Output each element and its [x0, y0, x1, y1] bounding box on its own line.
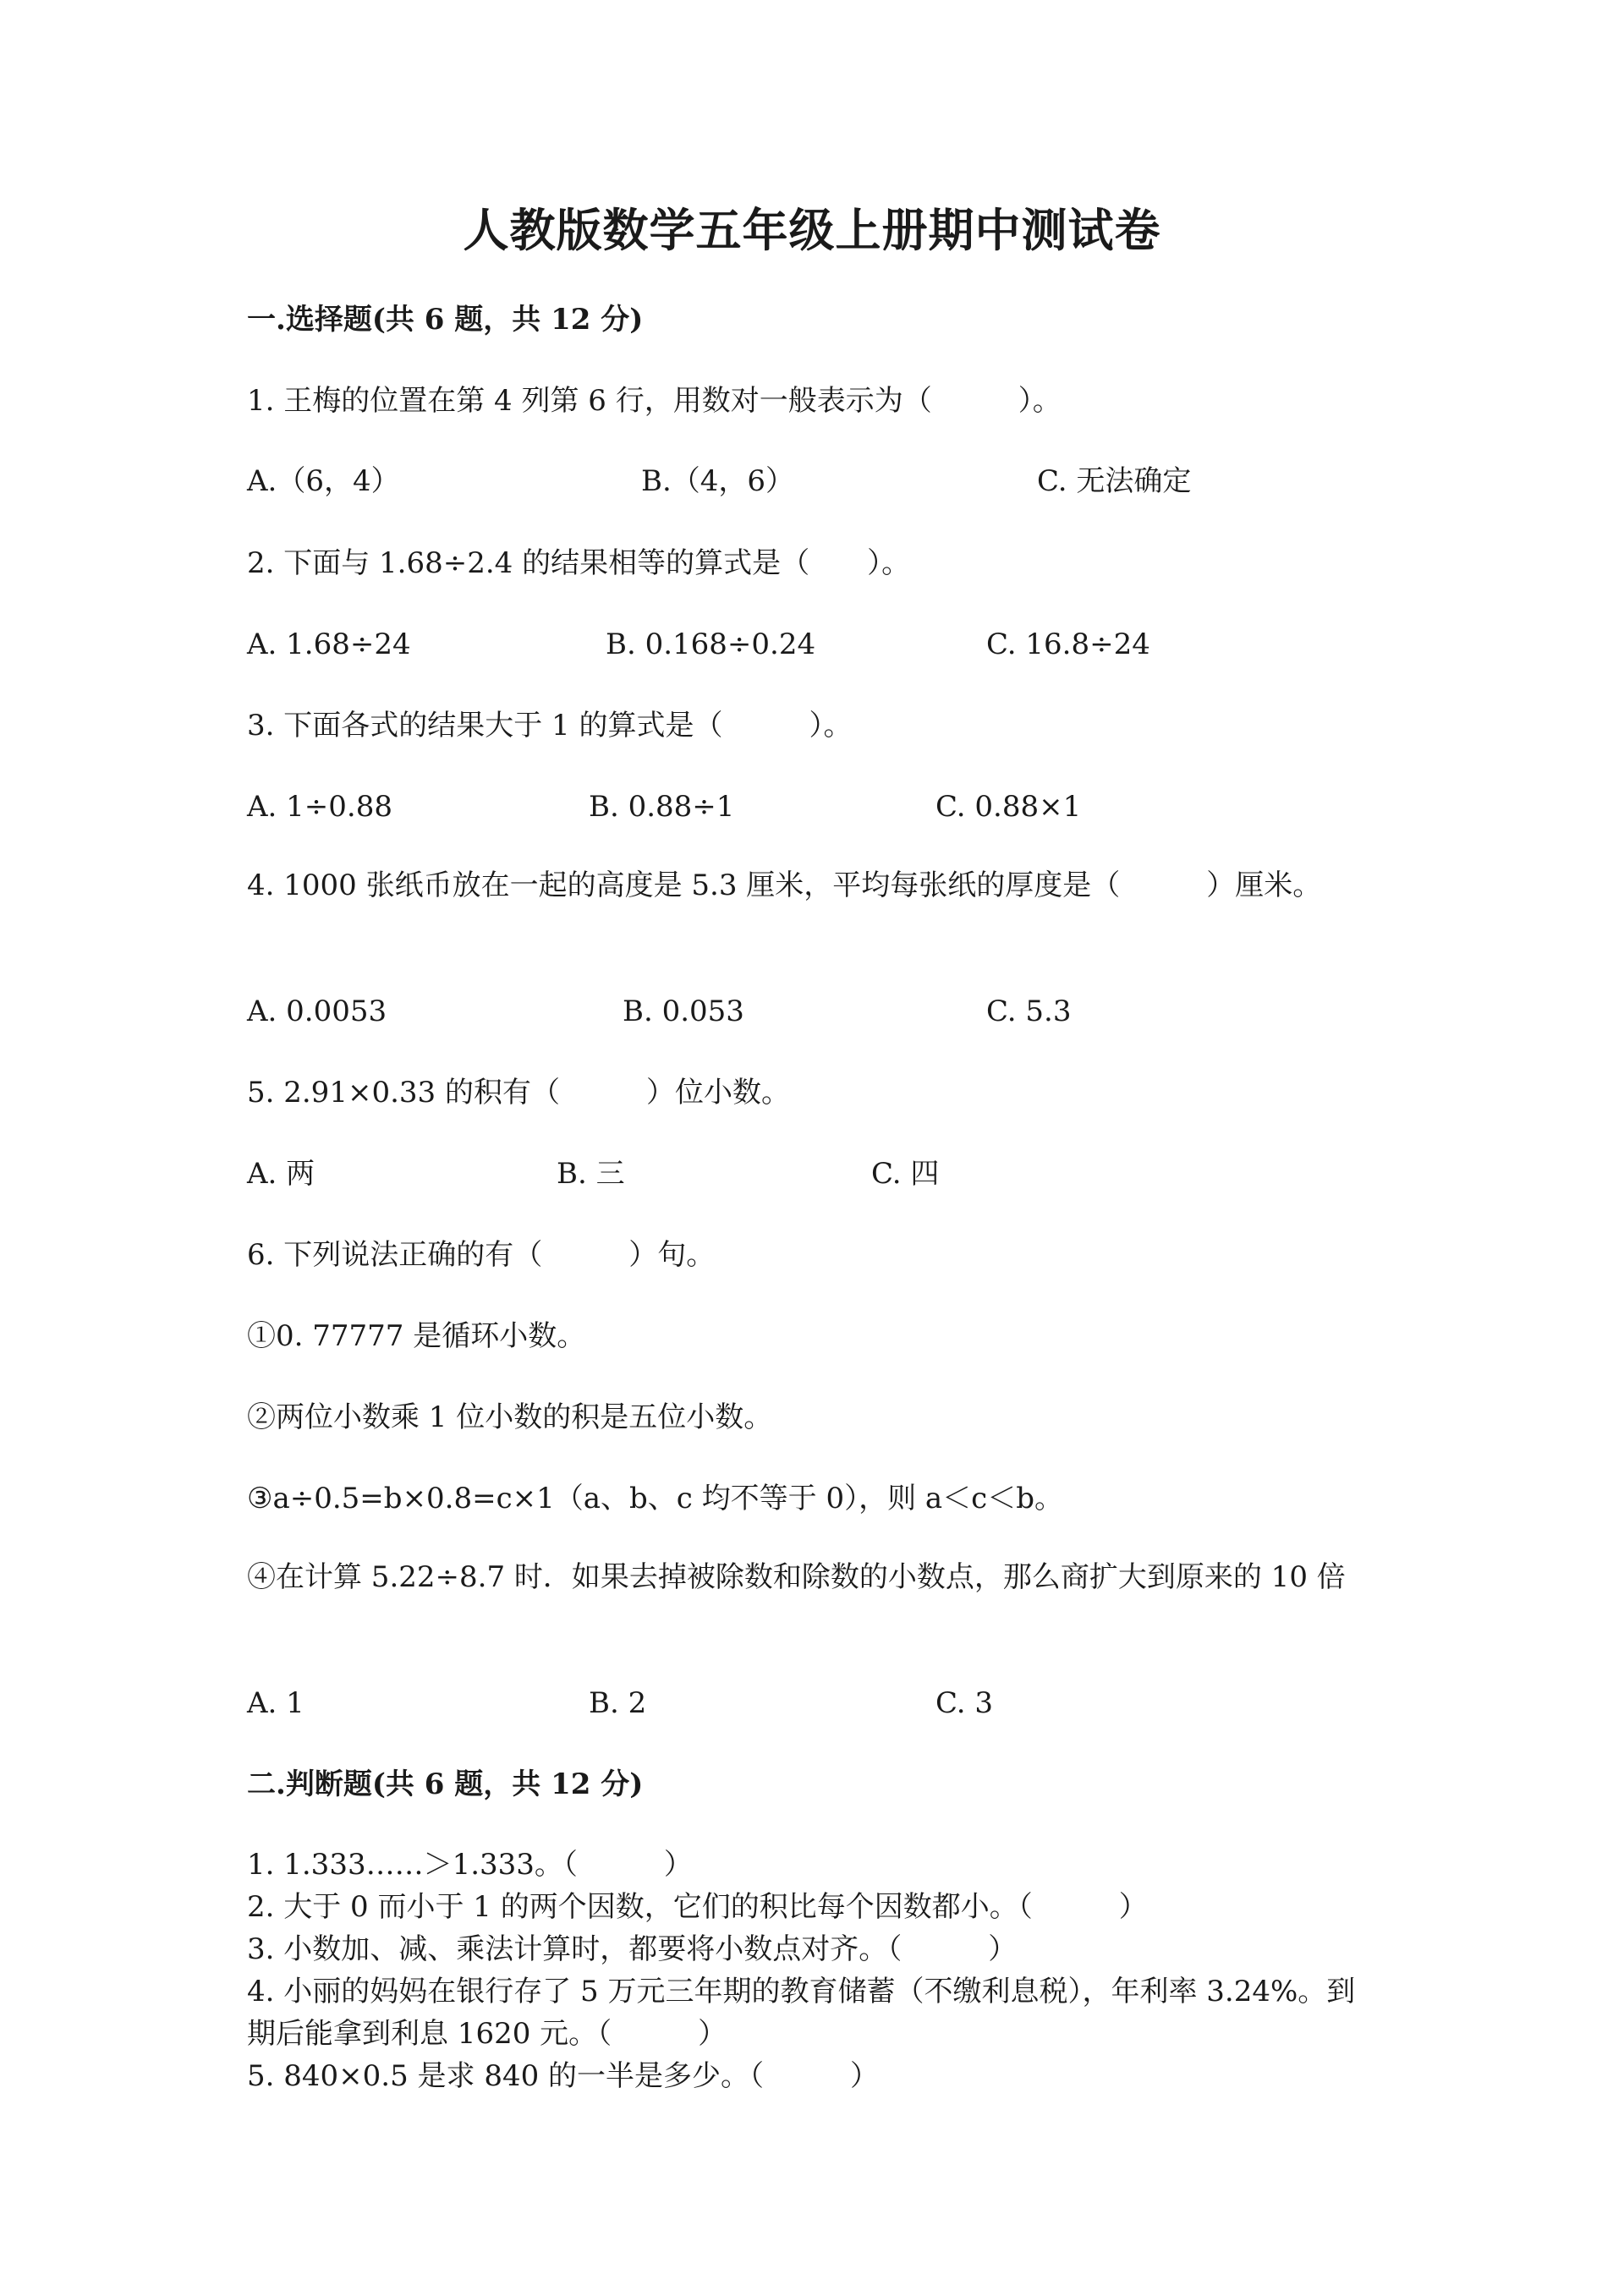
question-6-option-b: B. 2 — [589, 1686, 647, 1720]
question-5-option-a: A. 两 — [247, 1157, 315, 1191]
page-title: 人教版数学五年级上册期中测试卷 — [463, 203, 1161, 257]
section-heading-choice: 一.选择题(共 6 题，共 12 分) — [247, 303, 644, 337]
question-1-option-c: C. 无法确定 — [1037, 464, 1192, 498]
question-5-stem: 5. 2.91×0.33 的积有（ ）位小数。 — [247, 1076, 790, 1110]
judgement-item-3: 3. 小数加、减、乘法计算时，都要将小数点对齐。（ ） — [247, 1932, 1018, 1966]
judgement-item-1: 1. 1.333……＞1.333。（ ） — [247, 1848, 693, 1882]
question-3-stem: 3. 下面各式的结果大于 1 的算式是（ ）。 — [247, 709, 853, 743]
question-1-option-a: A.（6，4） — [247, 464, 400, 498]
question-6-statement-4: ④在计算 5.22÷8.7 时．如果去掉被除数和除数的小数点，那么商扩大到原来的 10 倍 — [247, 1560, 1346, 1594]
question-2-option-a: A. 1.68÷24 — [247, 627, 411, 661]
judgement-item-5: 5. 840×0.5 是求 840 的一半是多少。（ ） — [247, 2059, 880, 2093]
question-2-stem: 2. 下面与 1.68÷2.4 的结果相等的算式是（ ）。 — [247, 546, 911, 580]
question-6-stem: 6. 下列说法正确的有（ ）句。 — [247, 1238, 716, 1272]
question-5-option-b: B. 三 — [557, 1157, 625, 1191]
question-5-option-c: C. 四 — [871, 1157, 940, 1191]
question-2-option-c: C. 16.8÷24 — [986, 627, 1150, 661]
question-6-option-a: A. 1 — [247, 1686, 304, 1720]
question-6-statement-2: ②两位小数乘 1 位小数的积是五位小数。 — [247, 1400, 773, 1434]
question-1-stem: 1. 王梅的位置在第 4 列第 6 行，用数对一般表示为（ ）。 — [247, 384, 1062, 418]
question-1-option-b: B.（4，6） — [641, 464, 795, 498]
question-3-option-b: B. 0.88÷1 — [589, 790, 735, 824]
judgement-item-4: 4. 小丽的妈妈在银行存了 5 万元三年期的教育储蓄（不缴利息税），年利率 3.24%。到期后能拿到利息 1620 元。（ ） — [247, 1975, 1356, 2051]
question-6-statement-1: ①0. 77777 是循环小数。 — [247, 1319, 586, 1353]
question-4-option-a: A. 0.0053 — [247, 995, 387, 1028]
question-6-option-c: C. 3 — [935, 1686, 994, 1720]
judgement-item-2: 2. 大于 0 而小于 1 的两个因数，它们的积比每个因数都小。（ ） — [247, 1890, 1148, 1924]
question-4-option-b: B. 0.053 — [623, 995, 744, 1028]
question-4-option-c: C. 5.3 — [986, 995, 1072, 1028]
question-6-statement-3: ③a÷0.5=b×0.8=c×1（a、b、c 均不等于 0），则 a＜c＜b。 — [247, 1482, 1063, 1515]
question-3-option-a: A. 1÷0.88 — [247, 790, 392, 824]
question-2-option-b: B. 0.168÷0.24 — [606, 627, 816, 661]
question-4-stem: 4. 1000 张纸币放在一起的高度是 5.3 厘米，平均每张纸的厚度是（ ）厘米。 — [247, 869, 1322, 902]
question-3-option-c: C. 0.88×1 — [935, 790, 1082, 824]
section-heading-judgement: 二.判断题(共 6 题，共 12 分) — [247, 1767, 644, 1801]
